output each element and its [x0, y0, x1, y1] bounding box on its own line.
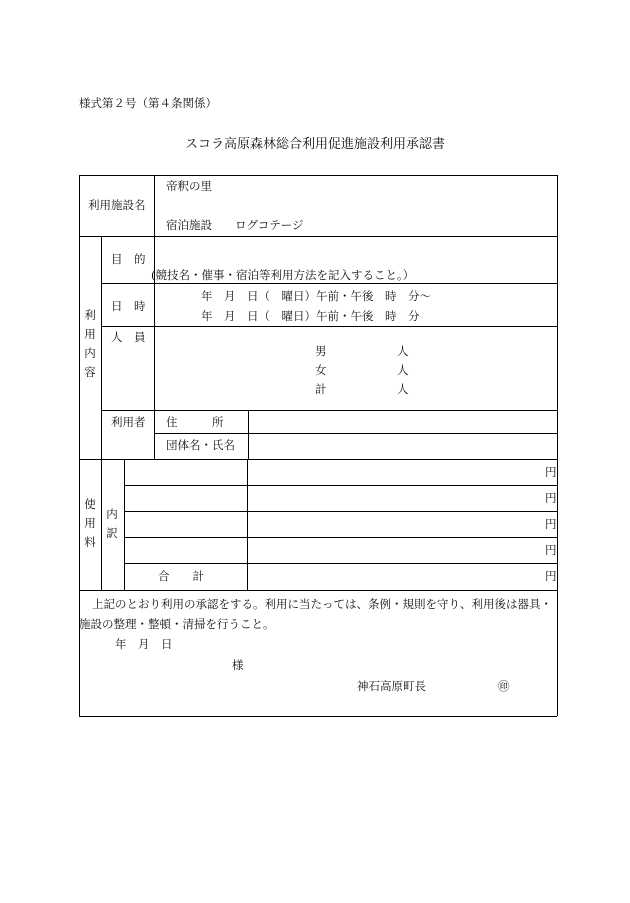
- approval-text-line1: 上記のとおり利用の承認をする。利用に当たっては、条例・規則を守り、利用後は器具・: [92, 597, 552, 611]
- recipient-honorific: 様: [232, 658, 244, 672]
- usage-section-label: 利 用 内 容: [84, 308, 96, 379]
- datetime-end[interactable]: 年 月 日（ 曜日）午前・午後 時 分: [201, 309, 420, 323]
- approval-date[interactable]: 年 月 日: [115, 637, 173, 651]
- fee-row-1-yen: 円: [545, 465, 557, 479]
- approval-text-line2: 施設の整理・整頓・清掃を行うこと。: [79, 617, 275, 631]
- group-name-field[interactable]: [250, 435, 555, 457]
- fee-total-label: 合 計: [158, 569, 204, 583]
- people-total-unit[interactable]: 人: [397, 382, 409, 396]
- people-total-label: 計: [315, 382, 327, 396]
- fee-total-yen: 円: [545, 569, 557, 583]
- datetime-start[interactable]: 年 月 日（ 曜日）午前・午後 時 分～: [201, 289, 431, 303]
- datetime-label: 日 時: [111, 299, 146, 313]
- facility-label: 利用施設名: [88, 198, 146, 212]
- people-female-label: 女: [315, 363, 327, 377]
- people-female-unit[interactable]: 人: [397, 363, 409, 377]
- people-male-label: 男: [315, 344, 327, 358]
- fee-row-3-yen: 円: [545, 517, 557, 531]
- address-label: 住 所: [166, 415, 224, 429]
- facility-name: 帝釈の里: [166, 179, 212, 193]
- people-male-unit[interactable]: 人: [397, 344, 409, 358]
- address-field[interactable]: [250, 412, 555, 432]
- user-label: 利用者: [111, 415, 146, 429]
- purpose-note: (競技名・催事・宿泊等利用方法を記入すること。）: [151, 268, 415, 282]
- seal-mark: ㊞: [498, 679, 510, 693]
- fee-row-4-yen: 円: [545, 543, 557, 557]
- document-title: スコラ高原森林総合利用促進施設利用承認書: [184, 137, 445, 152]
- purpose-label: 目 的: [111, 252, 146, 266]
- fee-row-2-yen: 円: [545, 491, 557, 505]
- people-label: 人 員: [111, 330, 146, 344]
- breakdown-label: 内 訳: [106, 507, 118, 540]
- mayor-title: 神石高原町長: [357, 679, 426, 693]
- group-name-label: 団体名・氏名: [166, 438, 235, 452]
- fee-section-label: 使 用 料: [84, 497, 96, 549]
- form-number: 様式第２号（第４条関係）: [79, 96, 217, 110]
- facility-type: 宿泊施設 ログコテージ: [166, 218, 304, 232]
